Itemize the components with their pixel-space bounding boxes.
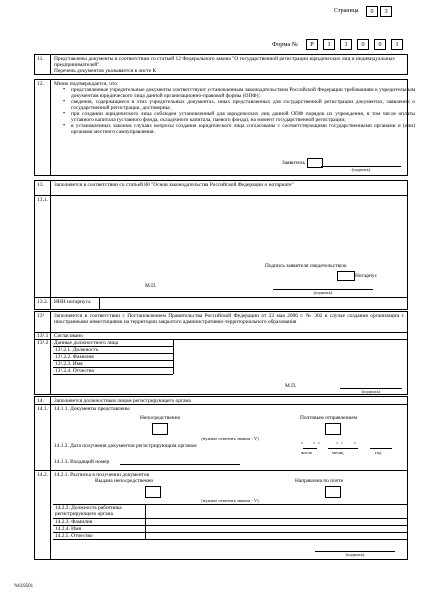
notary-inn-input[interactable] xyxy=(101,299,401,307)
section-13p-text: Заполняется в соответствии с Постановлением Правительства Российской Федерации от 22 мая 2006 г. № 302 в случае создания организации с иностранными инвестициями на территории закрытого административно-территориального образования xyxy=(54,312,404,325)
official-seal-label: М.П. xyxy=(285,383,297,389)
employee-patronymic-label: 14.2.5. Отчество xyxy=(55,533,93,539)
form-digit-1: Р xyxy=(306,39,318,50)
section-13-number: 13. xyxy=(37,182,44,188)
section-13p-number: 13¹ xyxy=(37,313,45,319)
form-digit-6: 1 xyxy=(391,39,403,50)
section-11-number: 11. xyxy=(37,56,44,62)
date-year-caption: год xyxy=(375,450,382,455)
section-14 xyxy=(34,396,408,560)
section-14-2-number: 14.2. xyxy=(37,472,49,478)
official-data-label: Данные должностного лица xyxy=(54,340,118,346)
receipt-label: 14.2.1. Расписка в получении документов xyxy=(54,472,150,478)
applicant-label: Заявитель xyxy=(282,160,305,166)
employee-surname-label: 14.2.3. Фамилия xyxy=(55,519,93,525)
section-12 xyxy=(34,79,415,176)
form-digit-3: 1 xyxy=(340,39,352,50)
section-13-text: Заполняется в соответствии со статьей 80 "Основ законодательства Российской Федерации о нотариате" xyxy=(54,182,294,188)
mail-checkbox[interactable] xyxy=(325,423,341,435)
page-digit-2: 3 xyxy=(380,6,392,17)
employee-position-label: 14.2.2. Должность работника регистрирующего органа xyxy=(55,505,122,518)
official-position-label: 13¹.2.1. Должность xyxy=(55,347,99,353)
official-patronymic-label: 13¹.2.4. Отчество xyxy=(55,368,95,374)
section-12-number: 12. xyxy=(37,81,44,87)
notary-inn-label: ИНН нотариуса xyxy=(54,299,91,305)
mark-hint-2: (нужное отметить знаком - V) xyxy=(201,498,259,503)
direct-checkbox[interactable] xyxy=(152,423,168,435)
notary-sign-caption: (подпись) xyxy=(313,290,333,295)
receipt-date-label: 14.1.2. Дата получения документов регистрирующим органом xyxy=(54,443,197,449)
docs-submitted-label: 14.1.1. Документы представлены xyxy=(54,406,130,412)
form-digit-5: 0 xyxy=(374,39,386,50)
mark-hint: (нужное отметить знаком - V) xyxy=(201,436,259,441)
section-14-text: Заполняется должностным лицом регистрирующего органа xyxy=(54,398,191,404)
direct-label: Непосредственно xyxy=(140,415,181,421)
incoming-number-label: 14.1.3. Входящий номер xyxy=(54,459,110,465)
section-11-text: Представлены документы в соответствии со статьей 12 Федерального закона "О государственной регистрации юридических лиц и индивидуальных предпринимателей". xyxy=(54,55,395,68)
section-12-bullet-4: • в установленных законом случаях вопросы создания юридического лица согласованы с соответствующими государственными органами и (или) органами местного самоуправления. xyxy=(71,123,415,135)
form-number xyxy=(232,39,410,53)
section-11-note: Перечень документов указывается в листе К xyxy=(54,67,157,74)
section-13-2-number: 13.2. xyxy=(37,299,49,305)
section-13 xyxy=(34,180,408,310)
section-14-number: 14. xyxy=(37,398,44,404)
employee-sign-caption: (подпись) xyxy=(345,552,365,557)
given-label: Выдана непосредственно xyxy=(95,478,154,484)
page-digit-1: 0 xyxy=(366,6,378,17)
official-surname-label: 13¹.2.2. Фамилия xyxy=(55,354,94,360)
notary-label: Нотариус xyxy=(355,273,377,279)
section-12-bullet-3: • при создании юридического лица соблюден установленный для юридических лиц данной ОПФ порядок их учреждения, в том числе оплаты уставного капитала (уставного фонда, складочного капитала, паевого фонда), на момент государственной регистрации; xyxy=(71,111,415,123)
section-11 xyxy=(34,54,408,75)
footer-code: %619501 xyxy=(14,584,34,589)
official-sign-caption: (подпись) xyxy=(361,389,381,394)
page-number xyxy=(290,6,408,20)
date-day-quote: " " " " " " xyxy=(301,442,356,448)
notary-seal-label: М.П. xyxy=(145,283,157,289)
date-month-caption: месяц xyxy=(332,450,344,455)
sent-by-mail-label: Направлена по почте xyxy=(295,478,344,484)
section-14-1-number: 14.1. xyxy=(37,406,49,412)
form-digit-2: 1 xyxy=(323,39,335,50)
given-checkbox[interactable] xyxy=(145,486,161,498)
section-12-list xyxy=(59,87,415,135)
mail-label: Почтовым отправлением xyxy=(300,415,358,421)
official-name-label: 13¹.2.3. Имя xyxy=(55,361,83,367)
notary-certify-text: Подпись заявителя свидетельствую xyxy=(265,263,347,269)
section-13-1-number: 13.1. xyxy=(37,197,49,203)
date-day-caption: число xyxy=(301,450,313,455)
section-13-prime xyxy=(34,311,408,395)
section-12-bullet-1: • представленные учредительные документы соответствуют установленным законодательством Российской Федерации требованиям к учредительным документам юридического лица данной организационно-правовой формы (ОПФ); xyxy=(71,87,415,99)
sent-checkbox[interactable] xyxy=(325,486,341,498)
employee-name-label: 14.2.4. Имя xyxy=(55,526,81,532)
applicant-sign-caption: (подпись) xyxy=(351,167,371,172)
agreed-label: Согласовано xyxy=(54,333,83,339)
section-13p-2-number: 13¹.2 xyxy=(37,340,49,346)
form-digit-4: 0 xyxy=(357,39,369,50)
section-12-intro: Мною подтверждается, что: xyxy=(54,81,119,87)
form-label: Форма № xyxy=(272,41,298,48)
page-label: Страница xyxy=(334,8,359,14)
notary-signature-box[interactable] xyxy=(337,271,355,281)
section-12-bullet-2: • сведения, содержащиеся в этих учредительных документах, иных представленных для государственной регистрации документах, заявлении о государственной регистрации, достоверны; xyxy=(71,99,415,111)
section-13p-1-number: 13¹.1 xyxy=(37,333,49,339)
